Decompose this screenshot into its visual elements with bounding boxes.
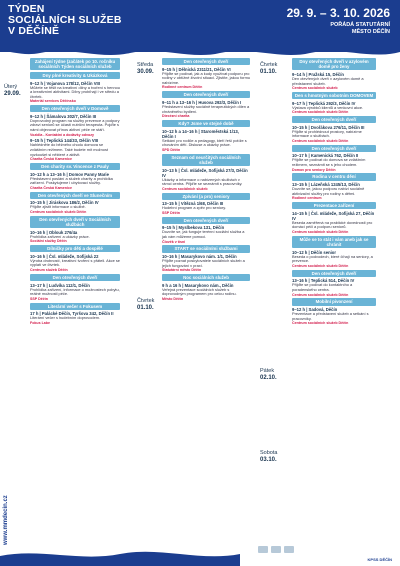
- event-time-place: 13–15 h | Vítězná 1/68, Děčín III: [162, 201, 224, 207]
- event-heading: [162, 154, 250, 166]
- event-description: Nahlédněte do běžného chodu domova se zvláštním režimem. Také budete mít možnost vyzkoušet si některé z aktivit.: [30, 142, 108, 157]
- event-time-place: 9 h a 16 h | Masarykovo nám., Děčín: [162, 282, 234, 288]
- header-banner: [0, 0, 400, 52]
- day-date: 02.10.: [260, 374, 277, 381]
- event-description: Přijďte se podívat do kontaktního a poradenského centra.: [292, 282, 353, 292]
- event-organizer: Centrum sociálních služeb Děčín: [292, 110, 349, 115]
- event-entry: [30, 311, 120, 325]
- event-title: Den otevřených dveří: [292, 116, 376, 123]
- event-title: Zahájení týdne (začátek po 10. ročníku sociálních Týden sociálních služeb: [30, 58, 120, 70]
- event-time-place: 9–12 h | Šámalova 302/7, Děčín III: [30, 113, 97, 119]
- day-date: 01.10.: [260, 68, 277, 75]
- day-name: Čtvrtek: [260, 62, 278, 68]
- event-organizer: Sociální služby Děčín: [30, 239, 67, 244]
- event-entry: [162, 168, 250, 191]
- event-organizer: Statutární město Děčín: [162, 268, 202, 273]
- title-line-2: SOCIÁLNÍCH SLUŽEB: [8, 14, 122, 26]
- event-entry: [292, 72, 376, 90]
- event-organizer: Centrum sociálních služeb Děčín: [292, 321, 349, 326]
- day-name: Pátek: [260, 368, 275, 374]
- event-organizer: Město Děčín: [162, 296, 184, 301]
- event-heading: [30, 72, 120, 79]
- event-entry: [30, 172, 120, 190]
- event-time-place: 13–17 h | Ludvíka 112/1, Děčín: [30, 282, 90, 288]
- column-1: [30, 58, 120, 327]
- event-time-place: 13–15 h | Lázeňská 1245/13, Děčín: [292, 182, 360, 188]
- event-entry: [292, 125, 376, 143]
- event-heading: [30, 245, 120, 252]
- day-date: 03.10.: [260, 456, 277, 463]
- event-title: Dílničky pro děti a dospělé: [30, 245, 120, 252]
- event-description: Představení služby sociálně terapeutických dílen a chráněného bydlení.: [162, 103, 250, 114]
- event-description: Veřejná prezentace sociálních služeb s doprovodným programem pro celou rodinu.: [162, 286, 237, 297]
- event-heading: [162, 245, 250, 252]
- event-time-place: 13–16 h | Teplická 514, Děčín IV: [292, 278, 355, 284]
- event-heading: [292, 298, 376, 305]
- event-time-place: 10–15 h | Dvořákova 276/11, Děčín III: [292, 124, 365, 130]
- event-organizer: Vozidla - Kontaktní a dodávky odvozy: [30, 132, 95, 137]
- event-heading: [30, 192, 120, 199]
- event-organizer: Fokus Labe: [30, 320, 50, 325]
- column-2: [162, 58, 250, 303]
- event-entry: [292, 182, 376, 200]
- event-description: Výroba drobností, kreativní tvoření s přáteli. Akce se vyplatí ve čtvrtek.: [30, 257, 120, 268]
- event-time-place: 9–17 h | Teplická 292/3, Děčín IV: [292, 100, 356, 106]
- event-title: Dny otevřených dveří v azylovém domě pro ženy: [292, 58, 376, 70]
- event-description: Představení poslání a služeb charity a prohlídka zařízení. Poskytujeme i ubytovací služby.: [30, 175, 113, 186]
- date-range: 29. 9. – 3. 10. 2026: [286, 6, 390, 20]
- event-heading: [162, 274, 250, 281]
- event-title: Den otevřených dveří: [162, 91, 250, 98]
- event-time-place: 10–16 h | Čsl. mládeže, Sofijská 22: [30, 253, 99, 259]
- event-entry: [292, 278, 376, 296]
- brand-logo: KPSS DĚČÍN: [367, 557, 392, 562]
- event-description: Ukázky a informace o nabízených službách v rámci centra. Přijďte se seznámit s pracovníky.: [162, 176, 243, 187]
- event-organizer: SSP Děčín: [162, 210, 180, 215]
- event-time-place: 17 h | Palácké Děčín, Tyršova 342, Děčín II: [30, 311, 114, 317]
- event-title: Den otevřených dveří v Domově: [30, 105, 120, 112]
- event-description: Přijďte zjistit informace o službě.: [30, 204, 86, 210]
- event-title: Den otevřených dveří: [162, 217, 250, 224]
- event-heading: [292, 236, 376, 248]
- event-title: Noc sociálních služeb: [162, 274, 250, 281]
- event-organizer: Centrum sociálních služeb: [162, 186, 208, 191]
- event-description: Setkání pro rodiče a pedagogy, kteří řeší potíže s chováním dětí. Diskuse a ukázky práce.: [162, 137, 247, 148]
- event-title: START se sociálními službami: [162, 245, 250, 252]
- event-time-place: 10–16 h | Oblouk 276/4a: [30, 229, 78, 235]
- event-organizer: Charita Česká Kamenice: [30, 185, 72, 190]
- day-name: Středa: [137, 62, 154, 68]
- event-description: Přijďte si prohlédnout prostory, nabízíme informace o službách.: [292, 128, 362, 139]
- day-date: 29.09.: [4, 90, 21, 97]
- event-description: Prezentace a představení služeb a setkání s pracovníky.: [292, 311, 369, 321]
- event-entry: [30, 81, 120, 104]
- event-heading: [292, 270, 376, 277]
- partner-logo: [284, 546, 294, 553]
- event-entry: [162, 254, 250, 272]
- event-heading: [292, 202, 376, 209]
- event-title: Den otevřených dveří: [292, 145, 376, 152]
- event-entry: [30, 114, 120, 137]
- event-description: Beseda zaměřená na praktické dovednosti pro domácí péči a podporu seniorů.: [292, 219, 373, 230]
- event-heading: [162, 193, 250, 200]
- event-description: Přijďte poznat poskytovatele sociálních služeb a jejich fungování v praxi.: [162, 258, 245, 268]
- event-organizer: Rodinné centrum: [292, 196, 322, 201]
- event-organizer: Diecézní charita: [162, 114, 190, 119]
- website-vertical: [3, 425, 15, 545]
- day-name: Úterý: [4, 84, 18, 90]
- event-title: Den charity sv. Vincence z Pauly: [30, 163, 120, 170]
- event-entry: [292, 211, 376, 234]
- event-organizer: Centrum sociálních služeb Děčín: [30, 210, 87, 215]
- website-url: www.mmdecin.cz: [3, 495, 9, 545]
- event-heading: [292, 145, 376, 152]
- event-title: Den s hmotným sobotním DOMOVEM: [292, 92, 376, 99]
- event-time-place: 9–15 h | Dělnická 2311/21, Děčín VI: [162, 66, 231, 72]
- event-entry: [292, 101, 376, 115]
- event-organizer: Centrum služeb Děčín: [30, 268, 68, 273]
- event-heading: [162, 58, 250, 65]
- event-heading: [30, 274, 120, 281]
- event-time-place: 9–15 h | Teplická 144/33, Děčín VIII: [30, 138, 99, 144]
- event-time-place: 10–16 h | Masarykovo nám. 1/1, Děčín: [162, 254, 237, 260]
- event-organizer: SPD Děčín: [162, 147, 181, 152]
- event-organizer: Centrum sociálních služeb Děčín: [292, 292, 349, 297]
- event-heading: [30, 163, 120, 170]
- event-time-place: 10–12 h | Děčín senior: [292, 249, 336, 255]
- event-time-place: 9–14 h | Pražská 15, Děčín: [292, 71, 344, 77]
- event-organizer: Centrum sociálních služeb Děčín: [292, 138, 349, 143]
- event-organizer: Materiál services Děčínsko: [30, 99, 76, 104]
- event-title: Den otevřených dveří: [292, 270, 376, 277]
- day-date: 30.09.: [137, 68, 154, 75]
- event-heading: [292, 58, 376, 70]
- event-title: Kdy? Jsme ve stejné době: [162, 120, 250, 127]
- event-heading: [30, 58, 120, 70]
- title-line-1: TÝDEN: [8, 3, 45, 15]
- event-description: Prohlídka zařízení a ukázky práce.: [30, 233, 90, 239]
- event-organizer: Centrum sociálních služeb Děčín: [292, 263, 349, 268]
- event-time-place: 14–15 h | Čsl. mládeže, Sofijská 27, Děčín IV: [292, 210, 375, 221]
- event-description: Můžete se těšit na kreativní dílny a tvoření s hennou a kreativními aktivitami. Dílny probíhají i ve středu a čtvrtek.: [30, 84, 120, 99]
- event-description: Přijďte se podívat do domova se zvláštním režimem, seznámit se s jeho chodem.: [292, 157, 366, 167]
- event-entry: [292, 153, 376, 171]
- event-entry: [162, 100, 250, 118]
- event-time-place: 10–17 h | Kamenická 762, Děčín II: [292, 153, 359, 159]
- event-title: Den otevřených dveří ve Slunečním: [30, 192, 120, 199]
- event-organizer: Domov pro seniory Děčín: [292, 167, 336, 172]
- day-label-thursday: [260, 62, 277, 75]
- event-time-place: 10–15 h | Jiráskova 186/2, Děčín IV: [30, 200, 99, 206]
- event-time-place: 10–13 h | Čsl. mládeže, Sofijská 27/3, Děčín IV: [162, 167, 248, 178]
- day-label-friday: [260, 368, 277, 381]
- event-heading: [30, 216, 120, 228]
- event-description: Dozvíte se, jakou podporu nabízí sociálně aktivizační služby pro rodiny s dětmi.: [292, 186, 365, 196]
- event-entry: [162, 225, 250, 243]
- day-name: Čtvrtek: [137, 298, 155, 304]
- event-organizer: Centrum sociálních služeb: [292, 86, 338, 91]
- event-entry: [30, 283, 120, 301]
- event-description: Beseda o podvodech, které číhají na seniory, a prevence.: [292, 253, 373, 264]
- event-description: Prohlídka zařízení, informace o možnostech pobytu, reálné možnosti péče.: [30, 286, 120, 297]
- event-entry: [30, 254, 120, 272]
- partner-logo: [271, 546, 281, 553]
- day-label-tuesday: [4, 84, 21, 97]
- event-entry: [292, 250, 376, 268]
- day-date: 01.10.: [137, 304, 154, 311]
- footer-wave: [0, 546, 400, 566]
- event-title: Den otevřených dveří: [162, 58, 250, 65]
- day-name: Sobota: [260, 450, 278, 456]
- event-description: Den otevřených dveří v azylovém domě a představení služeb.: [292, 75, 364, 86]
- event-entry: [162, 67, 250, 90]
- event-heading: [162, 217, 250, 224]
- event-description: Dozvíte se, jak funguje terénní sociální služba a jak vám můžeme pomoci.: [162, 229, 245, 239]
- event-title: Prezentace zařízení: [292, 202, 376, 209]
- event-organizer: Rodinné centrum Děčín: [162, 85, 203, 90]
- title-line-3: V DĚČÍNĚ: [8, 25, 60, 37]
- event-heading: [292, 92, 376, 99]
- event-entry: [162, 201, 250, 215]
- event-title: Den otevřených dveří v Sociálních službách: [30, 216, 120, 228]
- event-heading: [162, 91, 250, 98]
- event-title: Rodina v centru dění: [292, 173, 376, 180]
- event-title: Mobilní pivonzení: [292, 298, 376, 305]
- event-title: Literární večer s Fokusem: [30, 303, 120, 310]
- page-title: [8, 4, 122, 37]
- event-heading: [30, 105, 120, 112]
- event-title: Den otevřených dveří: [30, 274, 120, 281]
- event-organizer: Charita Česká Kamenice: [30, 157, 72, 162]
- event-entry: [30, 230, 120, 244]
- event-description: Literární večer s hudebním doprovodem.: [30, 315, 101, 321]
- event-description: Hudební program a zpěv pro seniory.: [162, 205, 226, 211]
- event-description: Doprovodný program na služby prevence a podpory zdraví seniorů se účastí nutriční terapeuta. Pojďte s námi objevovat přínos aktivní péče ve stáří.: [30, 117, 120, 133]
- event-entry: [162, 283, 250, 301]
- event-time-place: 10–12 h a 13–16 h | Domov Panny Marie: [30, 171, 109, 177]
- event-entry: [30, 200, 120, 214]
- event-heading: [292, 116, 376, 123]
- event-description: Výstava výrobků klientů a venkovní akce.: [292, 104, 364, 110]
- event-title: Seznam od neurčitých sociálních služeb: [162, 154, 250, 166]
- organizer-line-1: POŘÁDÁ STATUTÁRNÍ: [330, 22, 390, 28]
- event-entry: [162, 129, 250, 152]
- organizer: [330, 22, 390, 36]
- event-organizer: Centrum sociálních služeb Děčín: [292, 229, 349, 234]
- event-title: Dny plné kreativity & Ukázková: [30, 72, 120, 79]
- event-time-place: 9–11 h a 13–16 h | Husova 292/3, Děčín I: [162, 99, 242, 105]
- event-heading: [292, 173, 376, 180]
- day-label-wednesday: [137, 62, 154, 75]
- event-title: Může se to stát i vám aneb jak se chránit: [292, 236, 376, 248]
- day-label-thursday-2: [137, 298, 154, 311]
- event-title: Zpívání (a pro) seniory: [162, 193, 250, 200]
- event-description: Přijďte se podívat, jak a kudy využívat podporu pro rodiny v obtížné životní situaci. Zjistíte, jakou formu nabízíme.: [162, 70, 251, 85]
- event-entry: [292, 307, 376, 325]
- event-entry: [30, 138, 120, 161]
- event-time-place: 10–12 h a 14–16 h | Staroměstská 1/13, Děčín I: [162, 128, 239, 139]
- column-3: [292, 58, 376, 327]
- organizer-line-2: MĚSTO DĚČÍN: [351, 29, 390, 35]
- event-organizer: SSP Děčín: [30, 296, 48, 301]
- event-heading: [30, 303, 120, 310]
- event-time-place: 9–15 h | Myslbekova 131, Děčín: [162, 225, 225, 231]
- event-time-place: 9–12 h | Sadová, Děčín: [292, 307, 338, 313]
- partner-logo: [258, 546, 268, 553]
- partner-logos: [258, 546, 294, 553]
- event-heading: [162, 120, 250, 127]
- event-organizer: Člověk v tísni: [162, 239, 186, 244]
- day-label-saturday: [260, 450, 277, 463]
- event-time-place: 9–12 h | Vojanova 178/12, Děčín VIII: [30, 80, 100, 86]
